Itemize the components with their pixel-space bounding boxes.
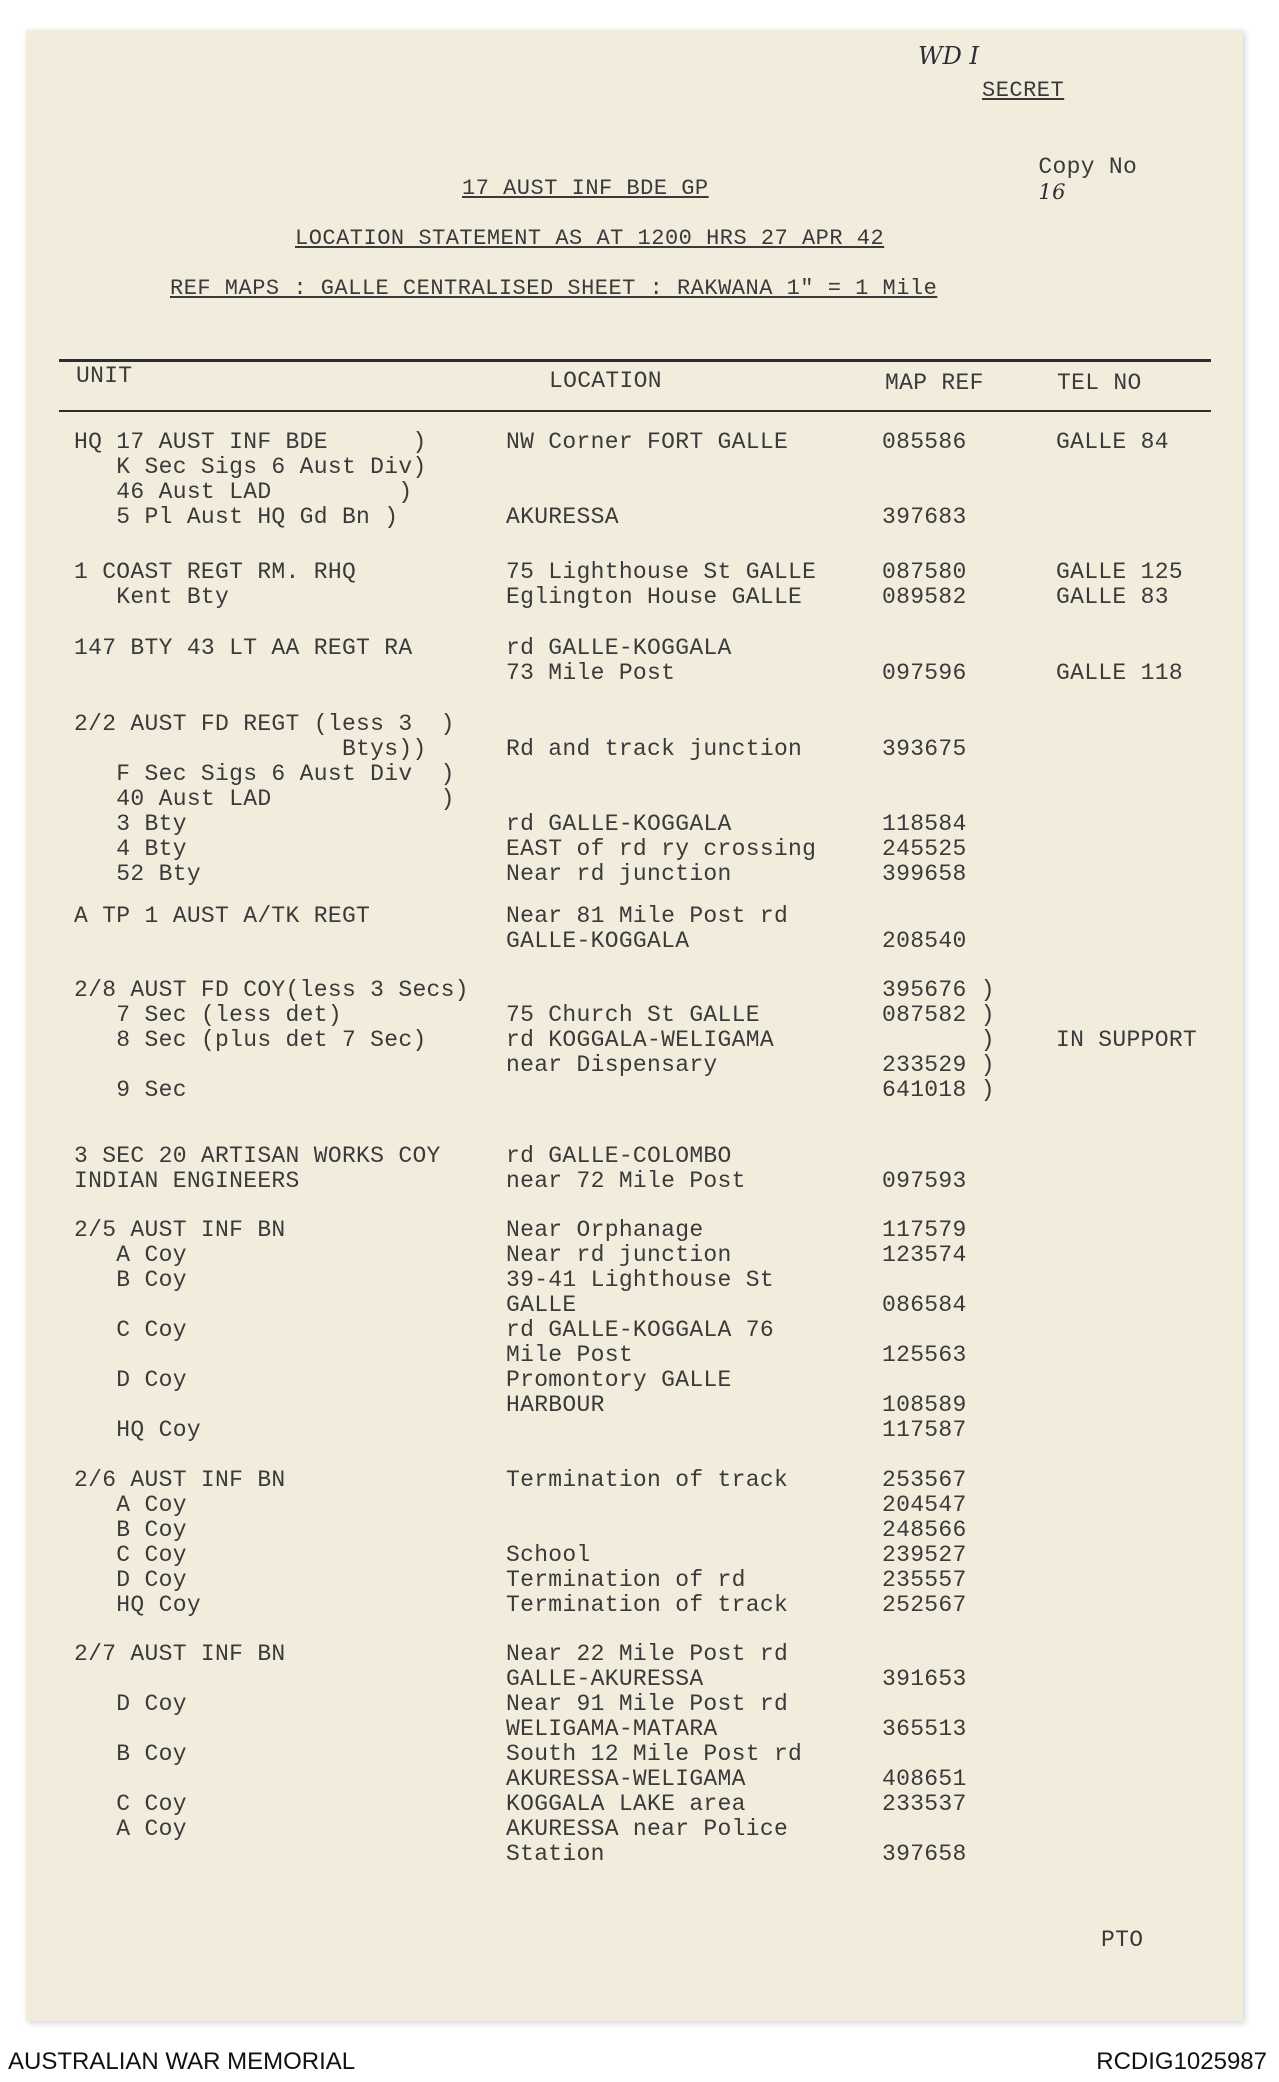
row-map-ref: 235557 [882, 1567, 967, 1593]
row-location: Termination of rd [506, 1567, 746, 1593]
row-map-ref: 395676 ) [882, 977, 995, 1003]
row-map-ref: 393675 [882, 736, 967, 762]
row-location: Near 22 Mile Post rd [506, 1641, 789, 1667]
row-location: Termination of track [506, 1592, 789, 1618]
row-unit: HQ Coy [74, 1417, 201, 1443]
row-map-ref: 087582 ) [882, 1002, 995, 1028]
row-location: Near rd junction [506, 1242, 732, 1268]
row-unit: 3 Bty [74, 811, 187, 837]
row-unit: C Coy [74, 1791, 187, 1817]
row-unit: C Coy [74, 1542, 187, 1568]
row-map-ref: 391653 [882, 1666, 967, 1692]
header-unit: UNIT [76, 363, 133, 389]
row-location: Station [506, 1841, 605, 1867]
document-title: 17 AUST INF BDE GP [462, 176, 709, 201]
row-map-ref: 397658 [882, 1841, 967, 1867]
pto-mark: PTO [1101, 1927, 1144, 1953]
row-location: Near Orphanage [506, 1217, 704, 1243]
row-location: AKURESSA-WELIGAMA [506, 1766, 746, 1792]
row-map-ref: 108589 [882, 1392, 967, 1418]
row-map-ref: 248566 [882, 1517, 967, 1543]
row-map-ref: 204547 [882, 1492, 967, 1518]
row-map-ref: 118584 [882, 811, 967, 837]
row-map-ref: 408651 [882, 1766, 967, 1792]
map-reference: REF MAPS : GALLE CENTRALISED SHEET : RAKWANA 1" = 1 Mile [170, 276, 938, 301]
header-tel-no: TEL NO [1057, 370, 1142, 396]
row-location: Near 81 Mile Post rd [506, 903, 789, 929]
row-location: GALLE-KOGGALA [506, 928, 690, 954]
row-unit: F Sec Sigs 6 Aust Div ) [74, 761, 455, 787]
row-map-ref: 125563 [882, 1342, 967, 1368]
row-location: near Dispensary [506, 1052, 718, 1078]
row-unit: 4 Bty [74, 836, 187, 862]
row-location: 39-41 Lighthouse St [506, 1267, 774, 1293]
row-unit: K Sec Sigs 6 Aust Div) [74, 454, 427, 480]
row-tel: GALLE 83 [1056, 584, 1169, 610]
row-unit: B Coy [74, 1267, 187, 1293]
header-bottom-rule [59, 410, 1211, 412]
copy-label-text: Copy No [1038, 154, 1138, 180]
row-location: Termination of track [506, 1467, 789, 1493]
row-unit: 9 Sec [74, 1077, 187, 1103]
row-unit: B Coy [74, 1517, 187, 1543]
row-unit: A TP 1 AUST A/TK REGT [74, 903, 371, 929]
copy-label [982, 130, 1137, 231]
row-map-ref: 397683 [882, 504, 967, 530]
header-map-ref: MAP REF [885, 370, 984, 396]
row-unit: HQ 17 AUST INF BDE ) [74, 429, 427, 455]
row-map-ref: 097596 [882, 660, 967, 686]
row-unit: 5 Pl Aust HQ Gd Bn ) [74, 504, 399, 530]
row-unit: 3 SEC 20 ARTISAN WORKS COY [74, 1143, 441, 1169]
row-location: EAST of rd ry crossing [506, 836, 817, 862]
row-map-ref: 086584 [882, 1292, 967, 1318]
row-tel: GALLE 84 [1056, 429, 1169, 455]
copy-number: 16 [1038, 180, 1066, 204]
row-unit: 8 Sec (plus det 7 Sec) [74, 1027, 427, 1053]
row-map-ref: ) [882, 1027, 995, 1053]
row-map-ref: 123574 [882, 1242, 967, 1268]
row-map-ref: 245525 [882, 836, 967, 862]
row-unit: A Coy [74, 1492, 187, 1518]
row-unit: Btys)) [74, 736, 427, 762]
row-unit: D Coy [74, 1567, 187, 1593]
row-location: rd GALLE-KOGGALA 76 [506, 1317, 774, 1343]
row-location: WELIGAMA-MATARA [506, 1716, 718, 1742]
row-location: KOGGALA LAKE area [506, 1791, 746, 1817]
row-location: Rd and track junction [506, 736, 803, 762]
row-unit: 2/6 AUST INF BN [74, 1467, 286, 1493]
row-map-ref: 117579 [882, 1217, 967, 1243]
row-unit: 2/7 AUST INF BN [74, 1641, 286, 1667]
row-unit: A Coy [74, 1242, 187, 1268]
header-top-rule [59, 359, 1211, 362]
row-location: AKURESSA near Police [506, 1816, 789, 1842]
row-location: GALLE [506, 1292, 577, 1318]
row-location: near 72 Mile Post [506, 1168, 746, 1194]
row-location: GALLE-AKURESSA [506, 1666, 704, 1692]
row-tel: GALLE 118 [1056, 660, 1183, 686]
row-unit: 147 BTY 43 LT AA REGT RA [74, 635, 413, 661]
document-page [26, 30, 1243, 2021]
row-location: HARBOUR [506, 1392, 605, 1418]
row-tel: IN SUPPORT [1056, 1027, 1198, 1053]
row-unit: A Coy [74, 1816, 187, 1842]
row-location: South 12 Mile Post rd [506, 1741, 803, 1767]
row-map-ref: 365513 [882, 1716, 967, 1742]
document-subtitle: LOCATION STATEMENT AS AT 1200 HRS 27 APR 42 [295, 226, 885, 251]
row-map-ref: 097593 [882, 1168, 967, 1194]
classification-mark: SECRET [982, 78, 1065, 103]
row-map-ref: 087580 [882, 559, 967, 585]
row-tel: GALLE 125 [1056, 559, 1183, 585]
row-map-ref: 233537 [882, 1791, 967, 1817]
row-unit: 2/2 AUST FD REGT (less 3 ) [74, 711, 455, 737]
row-map-ref: 208540 [882, 928, 967, 954]
footer-source: AUSTRALIAN WAR MEMORIAL [8, 2048, 356, 2075]
row-unit: 2/5 AUST INF BN [74, 1217, 286, 1243]
row-unit: 46 Aust LAD ) [74, 479, 413, 505]
row-location: rd KOGGALA-WELIGAMA [506, 1027, 774, 1053]
row-unit: INDIAN ENGINEERS [74, 1168, 300, 1194]
row-unit: 7 Sec (less det) [74, 1002, 342, 1028]
row-location: rd GALLE-KOGGALA [506, 811, 732, 837]
row-location: Near 91 Mile Post rd [506, 1691, 789, 1717]
row-location: rd GALLE-KOGGALA [506, 635, 732, 661]
row-unit: 2/8 AUST FD COY(less 3 Secs) [74, 977, 469, 1003]
row-location: NW Corner FORT GALLE [506, 429, 789, 455]
row-map-ref: 117587 [882, 1417, 967, 1443]
header-location: LOCATION [549, 368, 662, 394]
row-location: 75 Lighthouse St GALLE [506, 559, 817, 585]
row-unit: D Coy [74, 1691, 187, 1717]
row-location: School [506, 1542, 591, 1568]
row-map-ref: 399658 [882, 861, 967, 887]
row-location: rd GALLE-COLOMBO [506, 1143, 732, 1169]
row-unit: Kent Bty [74, 584, 230, 610]
row-location: Eglington House GALLE [506, 584, 803, 610]
row-map-ref: 641018 ) [882, 1077, 995, 1103]
row-map-ref: 252567 [882, 1592, 967, 1618]
row-map-ref: 233529 ) [882, 1052, 995, 1078]
row-unit: C Coy [74, 1317, 187, 1343]
handwritten-annotation: WD I [918, 42, 980, 70]
row-unit: B Coy [74, 1741, 187, 1767]
row-unit: HQ Coy [74, 1592, 201, 1618]
row-unit: 52 Bty [74, 861, 201, 887]
row-unit: 1 COAST REGT RM. RHQ [74, 559, 357, 585]
row-location: AKURESSA [506, 504, 619, 530]
row-map-ref: 253567 [882, 1467, 967, 1493]
row-location: Promontory GALLE [506, 1367, 732, 1393]
row-map-ref: 089582 [882, 584, 967, 610]
row-unit: 40 Aust LAD ) [74, 786, 455, 812]
row-map-ref: 085586 [882, 429, 967, 455]
row-location: Near rd junction [506, 861, 732, 887]
row-location: 73 Mile Post [506, 660, 676, 686]
row-location: 75 Church St GALLE [506, 1002, 760, 1028]
row-unit: D Coy [74, 1367, 187, 1393]
footer-id: RCDIG1025987 [1096, 2048, 1267, 2075]
row-map-ref: 239527 [882, 1542, 967, 1568]
row-location: Mile Post [506, 1342, 633, 1368]
